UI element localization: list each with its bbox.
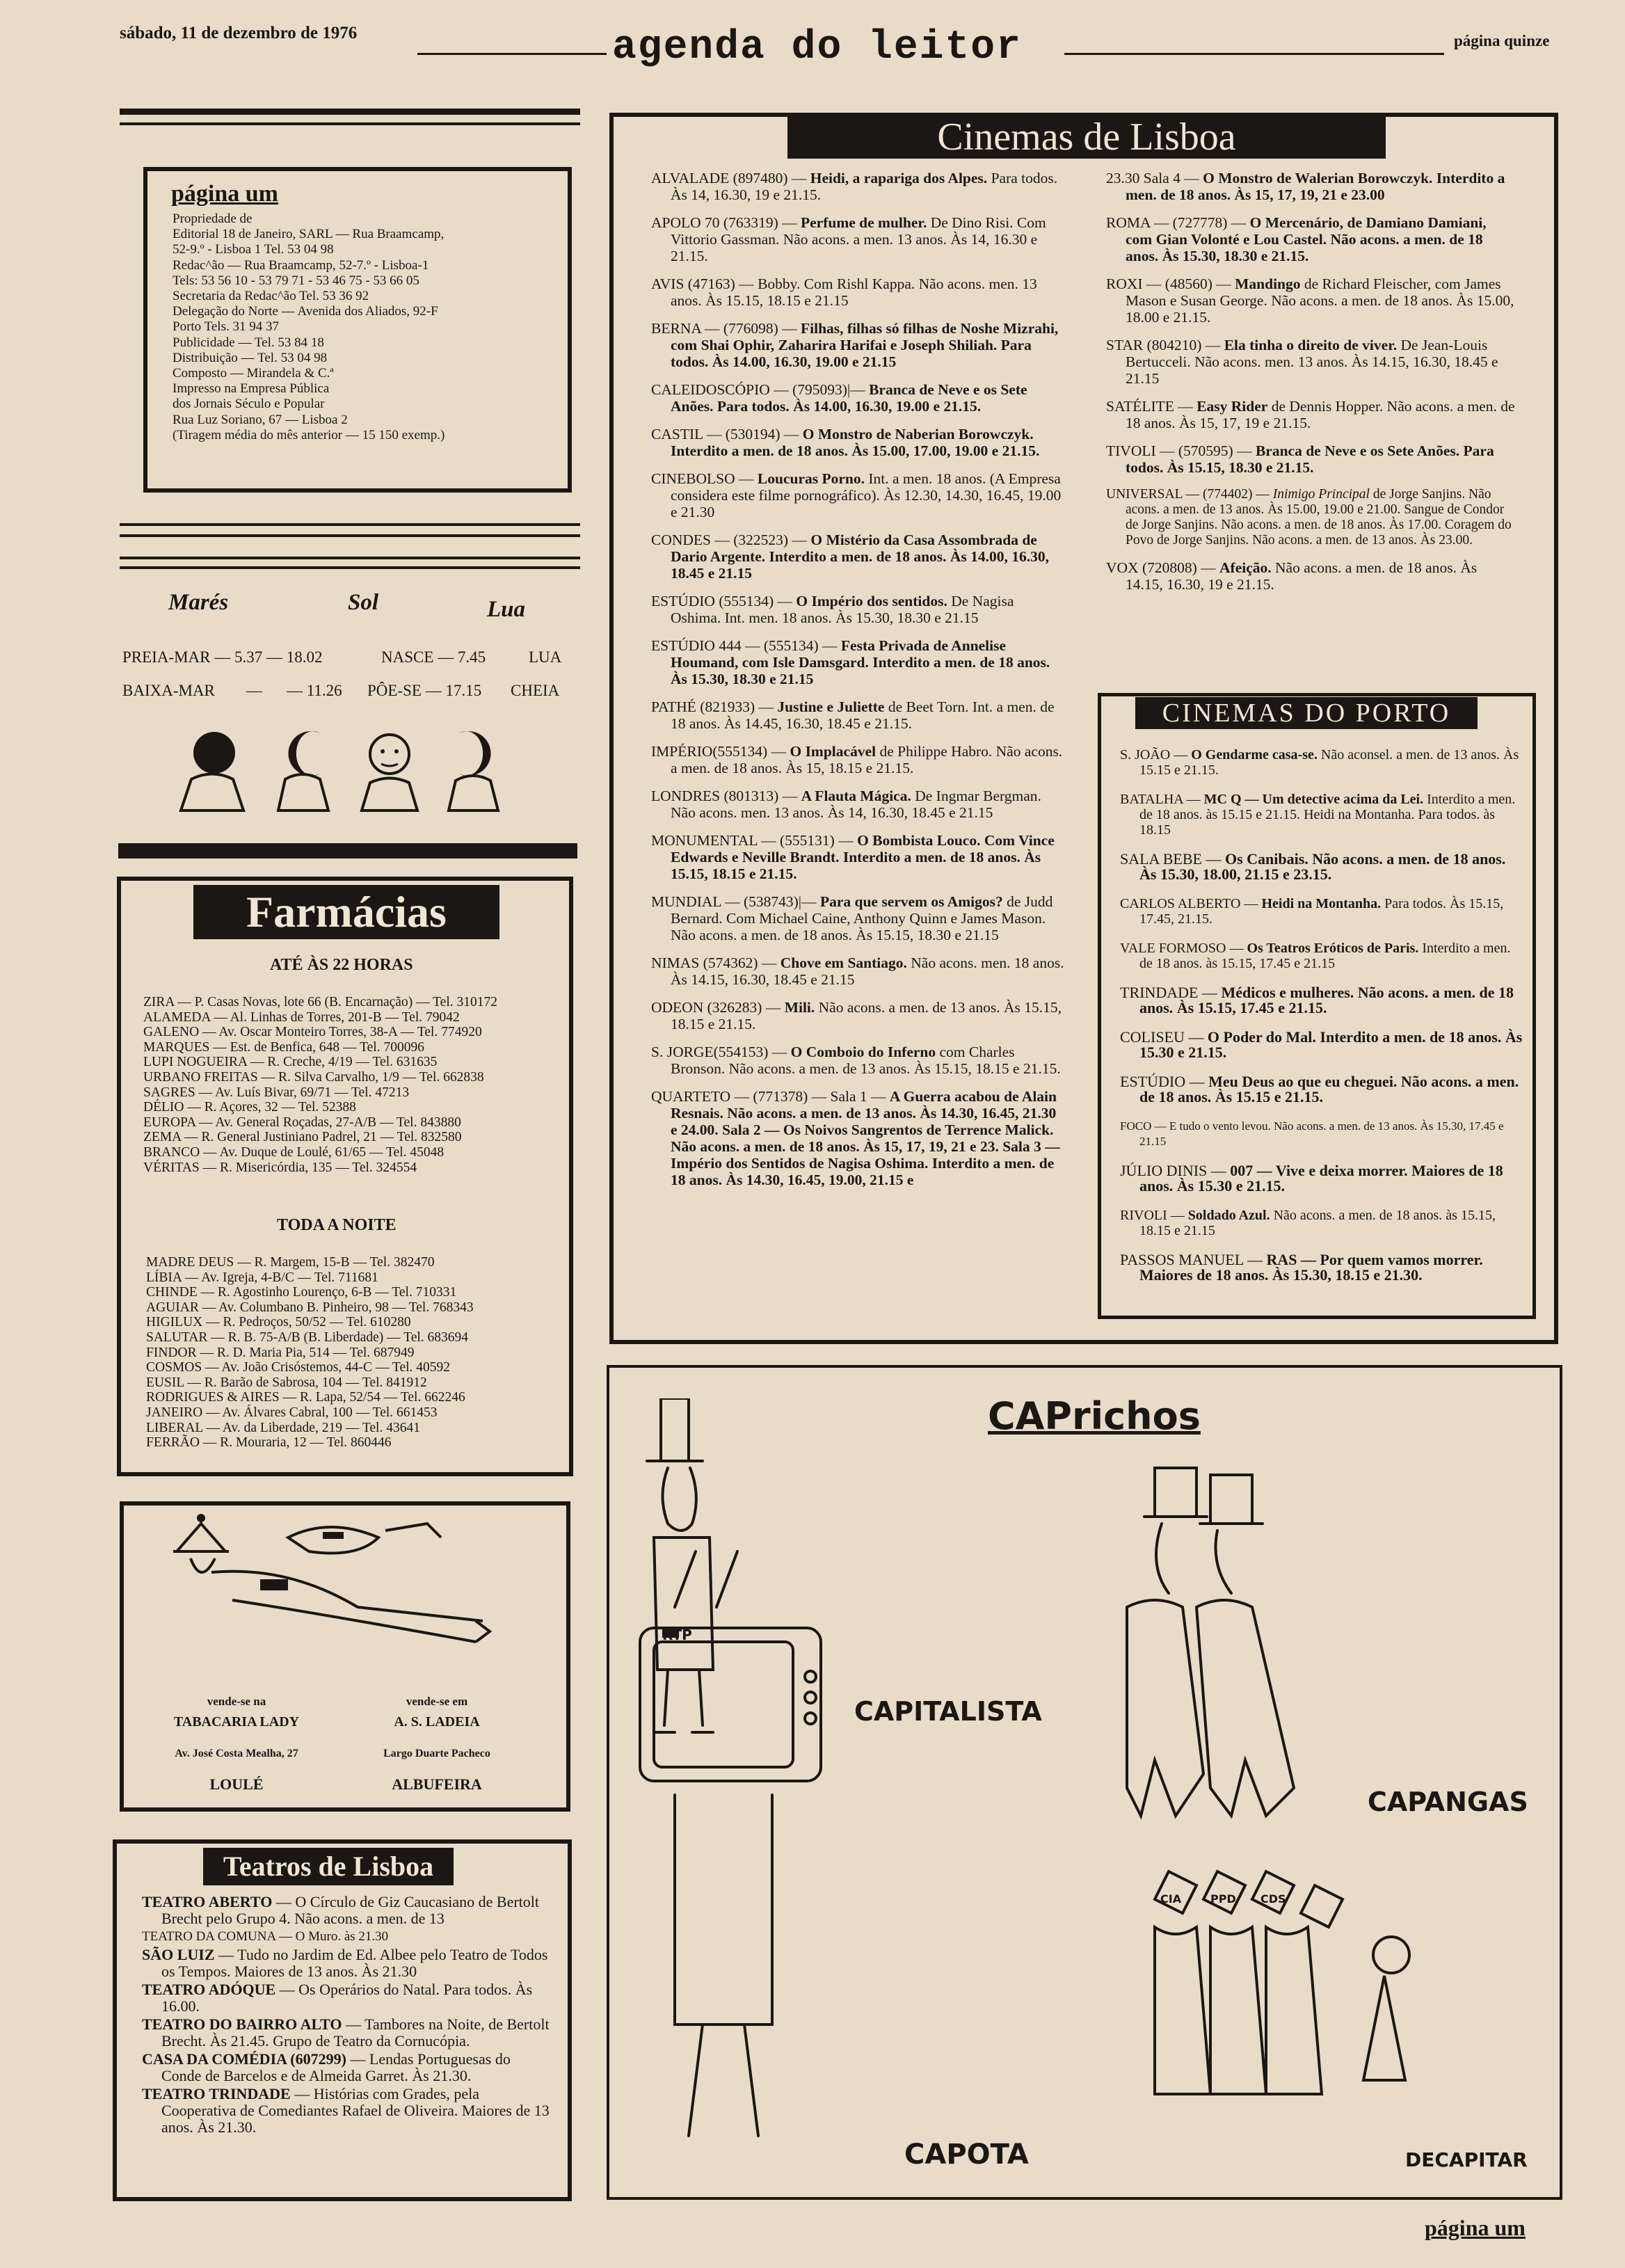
issue-date: sábado, 11 de dezembro de 1976: [120, 24, 358, 42]
cinema-entry: [1106, 214, 1516, 264]
theatre-details: — Tambores na Noite, de Bertolt Brecht. Às 21.45. Grupo de Teatro da Cornucópia.: [161, 2015, 550, 2050]
list-item: BRANCO — Av. Duque de Loulé, 61/65 — Tel. 45048: [143, 1144, 445, 1160]
list-item: JANEIRO — Av. Álvares Cabral, 100 — Tel. 661453: [146, 1405, 438, 1420]
cinemas-lisboa-title: Cinemas de Lisboa: [787, 115, 1386, 159]
cinema-entry: [1120, 852, 1523, 882]
list-item: ZEMA — R. General Justiniano Padrel, 21 — Tel. 832580: [143, 1130, 462, 1145]
film-title: Os Teatros Eróticos de Paris.: [1247, 941, 1419, 956]
masthead-line: 52-9.º - Lisboa 1 Tel. 53 04 98: [173, 242, 334, 257]
ad-left-town: LOULÉ: [209, 1775, 264, 1793]
film-title: O Bombista Louco. Com Vince Edwards e Neville Brandt. Interdito a men. de 18 anos. Às 15.15, 18.15 e 21.15.: [671, 832, 1055, 882]
list-item: DÉLIO — R. Açores, 32 — Tel. 52388: [143, 1100, 356, 1115]
cinema-entry: [1120, 1252, 1523, 1283]
cinema-name: ESTÚDIO 444 — (555134) —: [651, 637, 841, 654]
cinema-name: BERNA — (776098) —: [651, 320, 801, 337]
masthead-line: Delegação do Norte — Avenida dos Aliados, 92-F: [173, 304, 438, 319]
list-item: [142, 1981, 552, 2015]
list-item: GALENO — Av. Oscar Monteiro Torres, 38-A — Tel. 774920: [143, 1025, 482, 1040]
film-title: Branca de Neve e os Sete Anões. Para todos. Às 15.15, 18.30 e 21.15.: [1126, 442, 1494, 476]
list-item: MARQUES — Est. de Benfica, 648 — Tel. 700096: [143, 1039, 424, 1055]
list-item: EUSIL — R. Barão de Sabrosa, 104 — Tel. 841912: [146, 1375, 427, 1390]
theatre-name: CASA DA COMÉDIA (607299): [142, 2050, 346, 2068]
film-title: O Poder do Mal. Interdito a men. de 18 anos. Às 15.30 e 21.15.: [1139, 1028, 1523, 1061]
rule: [120, 534, 580, 537]
cinema-name: ROXI — (48560) —: [1106, 275, 1235, 292]
theatre-details: — O Círculo de Giz Caucasiano de Bertolt Brecht pelo Grupo 4. Não acons. a men. de 13: [161, 1893, 539, 1927]
cinema-name: CINEBOLSO —: [651, 470, 758, 487]
masthead-line: Secretaria da Redac^ão Tel. 53 36 92: [173, 289, 369, 304]
cinema-details: Não acons. a men. de 18 anos. Às 14.15, 16.30, 19 e 21.15.: [1126, 559, 1478, 593]
cinema-details: Não aconsel. a men. de 13 anos. Às 15.15 e 21.15.: [1139, 747, 1519, 778]
cinema-entry: [1106, 170, 1516, 203]
list-item: FINDOR — R. D. Maria Pia, 514 — Tel. 687949: [146, 1345, 415, 1360]
list-item: ALAMEDA — Al. Linhas de Torres, 201-B — Tel. 79042: [143, 1009, 460, 1025]
theatres-list: [142, 1894, 552, 2137]
cinema-entry: [651, 1088, 1064, 1188]
cinema-name: ROMA — (727778) —: [1106, 214, 1250, 231]
cinema-entry: [1120, 1030, 1523, 1060]
film-title: Easy Rider: [1196, 398, 1268, 415]
theatre-name: TEATRO TRINDADE: [142, 2085, 291, 2102]
pharmacies-list-night: [146, 1255, 555, 1451]
cinema-name: MONUMENTAL — (555131) —: [651, 832, 858, 849]
rule: [120, 109, 580, 115]
film-title: Afeição.: [1219, 559, 1272, 576]
rule: [120, 122, 580, 125]
ad-left-shop: TABACARIA LADY: [173, 1714, 300, 1730]
moon-heading: Lua: [487, 597, 526, 622]
cinema-details: De Jean-Louis Bertucceli. Não acons. men. 13 anos. Às 14.15, 16.30, 18.45 e 21.15: [1126, 337, 1498, 387]
sunrise: NASCE — 7.45: [381, 648, 486, 666]
film-title: O Império dos sentidos.: [796, 593, 947, 609]
pharmacies-subheading-night: TODA A NOITE: [277, 1216, 397, 1234]
cinema-details: Interdito a men. de 18 anos. às 15.15 e 21.15. Heidi na Montanha. Para todos. às 18.15: [1139, 792, 1516, 838]
film-title: A Guerra acabou de Alain Resnais. Não acons. a men. de 13 anos. Às 14.30, 16.45, 21.30 e 24.00. Sala 2 — Os Noivos Sangrentos de Terrence Malick. Não acons. a men. de 18 anos. Às 15, 17, 19, 21 e 23. Sala 3 — Império dos Sentidos de Nagisa Oshima. Interdito a men. de 18 anos. Às 14.30, 16.45, 19.00, 21.15 e: [671, 1088, 1060, 1188]
cinema-details: Para todos. Às 15.15, 17.45, 21.15.: [1139, 896, 1504, 927]
film-title: Os Canibais. Não acons. a men. de 18 anos. Às 15.30, 18.00, 21.15 e 23.15.: [1139, 850, 1506, 883]
list-item: LUPI NOGUEIRA — R. Creche, 4/19 — Tel. 631635: [143, 1055, 438, 1070]
theatre-name: TEATRO DO BAIRRO ALTO: [142, 2015, 342, 2033]
cinema-name: ODEON (326283) —: [651, 999, 785, 1016]
masthead-line: Porto Tels. 31 94 37: [173, 319, 279, 335]
pharmacies-title: Farmácias: [193, 885, 499, 939]
film-title: Festa Privada de Annelise Houmand, com Isle Damsgard. Interdito a men. de 18 anos. Às 15.30, 18.30 e 21.15: [671, 637, 1050, 687]
cinema-entry: [651, 955, 1064, 988]
cinema-entry: [651, 698, 1064, 732]
rule: [120, 557, 580, 559]
cinemas-porto-title: CINEMAS DO PORTO: [1135, 697, 1478, 729]
cinema-details: de Beet Torn. Int. a men. de 18 anos. Às 14.45, 16.30, 18.45 e 21.15.: [671, 698, 1055, 732]
masthead-line: Propriedade de: [173, 211, 253, 226]
cinema-name: LONDRES (801313) —: [651, 788, 801, 804]
rule: [118, 843, 577, 859]
cinema-name: RIVOLI —: [1120, 1208, 1188, 1223]
cinema-entry: [1106, 337, 1516, 387]
film-title: Filhas, filhas só filhas de Noshe Mizrahi, com Shai Ophir, Zaharira Harifai e Joseph Shiliah. Para todos. Às 14.00, 16.30, 19.00 e 21.15: [671, 320, 1059, 370]
cinema-name: IMPÉRIO(555134) —: [651, 743, 790, 760]
film-title: Médicos e mulheres. Não acons. a men. de 18 anos. Às 15.15, 17.45 e 21.15.: [1139, 984, 1514, 1016]
cinema-name: TRINDADE —: [1120, 984, 1222, 1001]
hat-label-cds: CDS: [1260, 1892, 1286, 1906]
cinema-entry: [1106, 275, 1516, 326]
cinema-name: CARLOS ALBERTO —: [1120, 896, 1262, 911]
cinema-name: ALVALADE (897480) —: [651, 170, 810, 186]
list-item: AGUIAR — Av. Columbano B. Pinheiro, 98 — Tel. 768343: [146, 1300, 474, 1315]
list-item: LÍBIA — Av. Igreja, 4-B/C — Tel. 711681: [146, 1270, 378, 1285]
film-title: O Mercenário, de Damiano Damiani, com Gian Volonté e Lou Castel. Não acons. a men. de 18 anos. Às 15.30, 18.30 e 21.15.: [1126, 214, 1487, 264]
cinema-name: VALE FORMOSO —: [1120, 941, 1247, 956]
cinema-entry: [1120, 747, 1523, 778]
list-item: [142, 2016, 552, 2050]
list-item: SALUTAR — R. B. 75-A/B (B. Liberdade) — Tel. 683694: [146, 1329, 469, 1345]
film-title: RAS — Por quem vamos morrer. Maiores de 18 anos. Às 15.30, 18.15 e 21.30.: [1139, 1251, 1483, 1284]
list-item: [142, 1894, 552, 1927]
label-capitalista: CAPITALISTA: [854, 1696, 1042, 1727]
cinema-name: NIMAS (574362) —: [651, 955, 781, 971]
film-title: O Monstro de Naberian Borowczyk. Interdito a men. de 18 anos. Às 15.00, 17.00, 19.00 e 21.15.: [671, 426, 1040, 459]
masthead-line: Composto — Mirandela & C.ª: [173, 366, 334, 381]
label-capangas: CAPANGAS: [1368, 1787, 1528, 1817]
list-item: URBANO FREITAS — R. Silva Carvalho, 1/9 — Tel. 662838: [143, 1069, 484, 1085]
list-item: FERRÃO — R. Mouraria, 12 — Tel. 860446: [146, 1435, 392, 1451]
ad-left-line1: vende-se na: [207, 1695, 266, 1708]
list-item: MADRE DEUS — R. Margem, 15-B — Tel. 382470: [146, 1255, 435, 1270]
film-title: O Implacável: [790, 743, 876, 760]
cinema-entry: [1106, 559, 1516, 593]
theatre-details: — Lendas Portuguesas do Conde de Barcelos e de Almeida Garret. Às 21.30.: [161, 2050, 511, 2084]
cinema-name: S. JORGE(554153) —: [651, 1044, 791, 1060]
theatres-title: Teatros de Lisboa: [203, 1848, 454, 1885]
cinema-name: VOX (720808) —: [1106, 559, 1220, 576]
cinema-name: MUNDIAL — (538743)|—: [651, 893, 820, 910]
ad-left-address: Av. José Costa Mealha, 27: [175, 1748, 298, 1759]
cinema-name: SATÉLITE —: [1106, 398, 1197, 415]
cinema-name: CALEIDOSCÓPIO — (795093)|—: [651, 381, 870, 398]
list-item: SAGRES — Av. Luís Bivar, 69/71 — Tel. 47213: [143, 1085, 410, 1100]
cinema-details: de Richard Fleischer, com James Mason e Susan George. Não acons. a men. de 18 anos. Às 15.00, 18.00 e 21.15.: [1126, 275, 1514, 326]
tides-heading: Marés: [168, 590, 229, 615]
cinema-entry: [651, 470, 1064, 520]
ad-right-line1: vende-se em: [406, 1695, 468, 1708]
list-item: RODRIGUES & AIRES — R. Lapa, 52/54 — Tel. 662246: [146, 1390, 465, 1405]
cartoon-title: CAPrichos: [988, 1394, 1201, 1438]
cinema-entry: [1120, 1119, 1523, 1149]
cinema-entry: [1120, 792, 1523, 838]
cinema-name: STAR (804210) —: [1106, 337, 1224, 353]
moon-phase-1: LUA: [529, 648, 562, 666]
theatre-details: — Histórias com Grades, pela Cooperativa de Comediantes Rafael de Oliveira. Maiores de 13 anos. Às 21.30.: [161, 2085, 550, 2136]
cinema-details: Não acons. a men. de 18 anos. às 15.15, 18.15 e 21.15: [1139, 1208, 1496, 1238]
cinema-entry: [1120, 1163, 1523, 1194]
film-title: Inimigo Principal: [1272, 487, 1370, 502]
cinema-entry: [651, 381, 1064, 415]
cinema-name: PATHÉ (821933) —: [651, 698, 778, 715]
cinema-entry: [1120, 1208, 1523, 1238]
hat-label-cia: CIA: [1160, 1892, 1182, 1906]
list-item: HIGILUX — R. Pedroços, 50/52 — Tel. 610280: [146, 1315, 411, 1330]
cinema-details: Não acons. a men. de 13 anos. Às 15.15, 18.15 e 21.15.: [671, 999, 1062, 1032]
cinema-entry: [651, 593, 1064, 626]
masthead-line: Redac^ão — Rua Braamcamp, 52-7.º - Lisboa-1: [173, 257, 429, 273]
cinema-details: Não acons. men. 18 anos. Às 14.15, 16.30, 18.45 e 21.15: [671, 955, 1064, 988]
masthead-line: Distribuição — Tel. 53 04 98: [173, 350, 328, 365]
cinema-name: UNIVERSAL — (774402) —: [1106, 487, 1273, 502]
film-title: Perfume de mulher.: [801, 214, 927, 231]
masthead-line: Publicidade — Tel. 53 84 18: [173, 335, 324, 350]
rule: [120, 566, 580, 569]
theatre-name: TEATRO ABERTO: [142, 1893, 273, 1910]
masthead-line: dos Jornais Século e Popular: [173, 397, 325, 412]
high-tide: PREIA-MAR — 5.37 — 18.02: [122, 648, 323, 666]
theatre-name: TEATRO ADÓQUE: [142, 1981, 276, 1998]
cinema-name: QUARTETO — (771378) — Sala 1 —: [651, 1088, 890, 1105]
cinema-details: De Dino Risi. Com Vittorio Gassman. Não acons. a men. 13 anos. Às 14, 16.30 e 21.15.: [671, 214, 1046, 264]
cinema-name: TIVOLI — (570595) —: [1106, 442, 1256, 459]
moon-phase-2: CHEIA: [511, 682, 560, 699]
cinema-name: PASSOS MANUEL —: [1120, 1251, 1267, 1268]
list-item: LIBERAL — Av. da Liberdade, 219 — Tel. 43641: [146, 1420, 420, 1435]
cinema-entry: [651, 214, 1064, 264]
cinema-details: Com Rishl Kappa. Não acons. men. 13 anos. Às 15.15, 18.15 e 21.15: [671, 275, 1037, 309]
cinemas-lisboa-column-2: [1106, 170, 1516, 604]
film-title: 007 — Vive e deixa morrer. Maiores de 18 anos. Às 15.30 e 21.15.: [1139, 1162, 1503, 1195]
cinema-entry: [1120, 1074, 1523, 1105]
film-title: MC Q — Um detective acima da Lei.: [1203, 792, 1424, 807]
list-item: [142, 1928, 552, 1945]
low-tide-dash: —: [246, 682, 262, 699]
cinemas-lisboa-column-1: [651, 170, 1064, 1199]
page-label: página quinze: [1454, 32, 1550, 49]
film-title: Bobby.: [758, 275, 801, 292]
moon-phases-illustration: [174, 724, 522, 815]
cinema-details: Int. a men. 18 anos. (A Empresa considera este filme pornográfico). Às 12.30, 14.30, 16.45, 19.00 e 21.30: [671, 470, 1062, 520]
footer-page-label: página um: [1425, 2215, 1526, 2240]
ad-right-town: ALBUFEIRA: [392, 1775, 482, 1793]
list-item: COSMOS — Av. João Crisóstemos, 44-C — Tel. 40592: [146, 1360, 451, 1375]
cinema-name: ESTÚDIO (555134) —: [651, 593, 797, 609]
cinema-entry: [651, 426, 1064, 459]
tv-label: RTP: [662, 1627, 692, 1643]
theatre-details: — Tudo no Jardim de Ed. Albee pelo Teatro de Todos os Tempos. Maiores de 13 anos. Às 21.30: [161, 1946, 548, 1980]
masthead-title: página um: [171, 181, 278, 207]
cinema-entry: [651, 893, 1064, 943]
cinema-entry: [651, 532, 1064, 582]
cinema-name: CASTIL — (530194) —: [651, 426, 803, 442]
cinema-name: 23.30 Sala 4 —: [1106, 170, 1203, 186]
ad-right-shop: A. S. LADEIA: [394, 1714, 480, 1730]
header-rule-left: [417, 53, 607, 55]
theatre-name: TEATRO DA COMUNA: [142, 1929, 276, 1944]
masthead-line: Editorial 18 de Janeiro, SARL — Rua Braamcamp,: [173, 227, 445, 242]
cinema-entry: [651, 637, 1064, 687]
cinema-entry: [651, 999, 1064, 1032]
film-title: Branca de Neve e os Sete Anões. Para todos. Às 14.00, 16.30, 19.00 e 21.15.: [671, 381, 1027, 415]
cinema-entry: [651, 320, 1064, 370]
cinema-name: BATALHA —: [1120, 792, 1204, 807]
cinema-details: de Judd Bernard. Com Michael Caine, Anthony Quinn e James Mason. Não acons. a men. de 18 anos. Às 15.15, 18.30 e 21.15: [671, 893, 1053, 943]
list-item: [142, 2051, 552, 2084]
masthead-line: (Tiragem média do mês anterior — 15 150 exemp.): [173, 427, 445, 442]
film-title: A Flauta Mágica.: [801, 788, 911, 804]
film-title: Ela tinha o direito de viver.: [1224, 337, 1398, 353]
cinema-name: AVIS (47163) —: [651, 275, 758, 292]
theatre-details: — O Muro. às 21.30: [275, 1929, 389, 1944]
cinema-details: com Charles Bronson. Não acons. a men. de 13 anos. Às 15.15, 18.15 e 21.15.: [671, 1044, 1061, 1077]
film-title: Justine e Juliette: [777, 698, 885, 715]
cinema-name: S. JOÃO —: [1120, 747, 1192, 762]
cinema-entry: [1106, 398, 1516, 431]
low-tide-time: — 11.26: [287, 682, 342, 699]
cinema-name: APOLO 70 (763319) —: [651, 214, 801, 231]
label-capota: CAPOTA: [904, 2139, 1029, 2171]
film-title: O Mistério da Casa Assombrada de Dario Argente. Interdito a men. de 18 anos. Às 14.00, 16.30, 18.45 e 21.15: [671, 532, 1050, 582]
cinema-details: de Jorge Sanjins. Não acons. a men. de 13 anos. Às 15.00, 19.00 e 21.00. Sangue de Condor de Jorge Sanjins. Não acons. a men. de 18 anos. Às 17.00. Coragem do Povo de Jorge Sanjins. Não acons. a men. de 13 anos. Às 23.00.: [1126, 487, 1512, 548]
film-title: O Monstro de Walerian Borowczyk. Interdito a men. de 18 anos. Às 15, 17, 19, 21 e 23.00: [1126, 170, 1505, 203]
theatre-name: SÃO LUIZ: [142, 1946, 215, 1963]
cinema-details: de Philippe Habro. Não acons. a men. de 18 anos. Às 15, 18.15 e 21.15.: [671, 743, 1063, 776]
cinema-details: Interdito a men. de 18 anos. às 15.15, 17.45 e 21.15: [1139, 941, 1511, 971]
cinema-name: JÚLIO DINIS —: [1120, 1162, 1231, 1179]
film-title: Heidi, a rapariga dos Alpes.: [810, 170, 988, 186]
film-title: E tudo o vento levou. Não acons. a men. de 13 anos. Às 15.30, 17.45 e 21.15: [1139, 1119, 1504, 1148]
header-rule-right: [1064, 53, 1444, 55]
cinema-name: COLISEU —: [1120, 1028, 1208, 1046]
theatre-details: — Os Operários do Natal. Para todos. Às 16.00.: [161, 1981, 533, 2015]
film-title: Loucuras Porno.: [757, 470, 865, 487]
masthead-line: Rua Luz Soriano, 67 — Lisboa 2: [173, 412, 348, 427]
film-title: Meu Deus ao que eu cheguei. Não acons. a men. de 18 anos. Às 15.15 e 21.15.: [1139, 1073, 1519, 1105]
list-item: [142, 2086, 552, 2136]
film-title: Mili.: [784, 999, 815, 1016]
masthead-line: Impresso na Empresa Pública: [173, 381, 330, 397]
cinema-entry: [1106, 442, 1516, 476]
cinema-entry: [651, 1044, 1064, 1077]
cinema-entry: [651, 275, 1064, 309]
cinema-entry: [651, 788, 1064, 821]
pharmacies-list-22h: [143, 995, 552, 1175]
list-item: CHINDE — R. Agostinho Lourenço, 6-B — Tel. 710331: [146, 1285, 457, 1300]
low-tide-label: BAIXA-MAR: [122, 682, 215, 699]
list-item: [142, 1947, 552, 1980]
film-title: Chove em Santiago.: [780, 955, 907, 971]
hat-label-ppd: PPD: [1210, 1892, 1236, 1906]
film-title: O Gendarme casa-se.: [1191, 747, 1318, 762]
cinema-entry: [1120, 985, 1523, 1016]
film-title: Heidi na Montanha.: [1261, 896, 1382, 911]
cinema-details: De Ingmar Bergman. Não acons. men. 13 anos. Às 14, 16.30, 18.45 e 21.15: [671, 788, 1041, 821]
film-title: Soldado Azul.: [1187, 1208, 1270, 1223]
cinema-name: CONDES — (322523) —: [651, 532, 811, 548]
cinema-entry: [1120, 896, 1523, 927]
cinema-name: SALA BEBE —: [1120, 850, 1225, 868]
label-decapitar: DECAPITAR: [1405, 2148, 1528, 2171]
pharmacies-subheading-22h: ATÉ ÀS 22 HORAS: [270, 956, 413, 974]
ad-right-address: Largo Duarte Pacheco: [383, 1748, 490, 1759]
sun-heading: Sol: [348, 590, 379, 615]
cinema-entry: [1120, 941, 1523, 971]
cinema-name: FOCO —: [1120, 1119, 1169, 1133]
section-title: agenda do leitor: [612, 25, 1022, 70]
list-item: EUROPA — Av. General Roçadas, 27-A/B — Tel. 843880: [143, 1115, 461, 1130]
cinemas-porto-list: [1120, 747, 1523, 1297]
ad-illustration: [149, 1510, 497, 1670]
sunset: PÔE-SE — 17.15: [367, 682, 482, 699]
masthead-line: Tels: 53 56 10 - 53 79 71 - 53 46 75 - 53 66 05: [173, 273, 419, 288]
cinema-entry: [651, 832, 1064, 882]
cinema-details: de Dennis Hopper. Não acons. a men. de 18 anos. Às 15, 17, 19 e 21.15.: [1126, 398, 1515, 431]
list-item: ZIRA — P. Casas Novas, lote 66 (B. Encarnação) — Tel. 310172: [143, 995, 497, 1009]
cinema-name: ESTÚDIO —: [1120, 1073, 1209, 1090]
cinema-entry: [651, 170, 1064, 203]
cinema-entry: [651, 743, 1064, 776]
film-title: Para que servem os Amigos?: [819, 893, 1003, 910]
film-title: Mandingo: [1235, 275, 1301, 292]
masthead-lines: [173, 211, 548, 443]
list-item: VÉRITAS — R. Misericórdia, 135 — Tel. 324554: [143, 1160, 417, 1175]
cinema-details: Para todos. Às 14, 16.30, 19 e 21.15.: [671, 170, 1058, 203]
cinema-entry: [1106, 487, 1516, 548]
rule: [120, 523, 580, 526]
film-title: O Comboio do Inferno: [790, 1044, 936, 1060]
cinema-details: De Nagisa Oshima. Int. men. 18 anos. Às 15.30, 18.30 e 21.15: [671, 593, 1014, 626]
